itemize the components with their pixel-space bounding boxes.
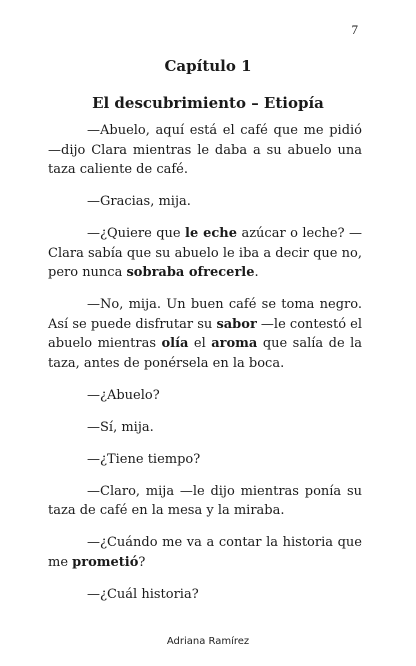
bold-term: aroma bbox=[211, 336, 258, 351]
bold-term: sobraba ofrecerle bbox=[126, 265, 255, 280]
text-run: —Claro, mija —le dijo mientras ponía su taza de café en la mesa y la miraba. bbox=[48, 483, 362, 518]
bold-term: olía bbox=[161, 336, 189, 351]
chapter-subtitle: El descubrimiento – Etiopía bbox=[92, 94, 324, 112]
paragraph bbox=[48, 585, 362, 605]
paragraph bbox=[48, 192, 362, 212]
text-run: —Gracias, mija. bbox=[87, 194, 191, 209]
text-run: . bbox=[254, 265, 259, 280]
text-run: —¿Tiene tiempo? bbox=[87, 451, 201, 467]
text-run: —¿Cuándo me va a contar la historia que me bbox=[48, 535, 362, 570]
text-run: —Sí, mija. bbox=[87, 419, 154, 435]
chapter-title: Capítulo 1 bbox=[164, 57, 252, 75]
footer-author: Adriana Ramírez bbox=[166, 636, 250, 647]
paragraph bbox=[48, 295, 362, 373]
paragraph bbox=[48, 482, 362, 521]
text-run: —No, mija. Un buen café se toma negro. Así se puede disfrutar su bbox=[48, 297, 362, 332]
text-run: —Abuelo, aquí está el café que me pidió —dijo Clara mientras le daba a su abuelo una taza caliente de café. bbox=[48, 123, 362, 177]
body-text bbox=[48, 121, 362, 617]
paragraph bbox=[48, 121, 362, 180]
text-run: —¿Cuál historia? bbox=[87, 586, 199, 602]
page-number: 7 bbox=[351, 22, 358, 37]
bold-term: sabor bbox=[216, 316, 257, 332]
bold-term: prometió bbox=[72, 554, 139, 570]
paragraph bbox=[48, 450, 362, 470]
paragraph bbox=[48, 418, 362, 438]
text-run: —¿Abuelo? bbox=[87, 387, 160, 403]
text-run: —¿Quiere que bbox=[87, 226, 186, 241]
text-run: azúcar o leche? —Clara sabía que su abuelo le iba a decir que no, pero nunca bbox=[48, 226, 362, 280]
paragraph bbox=[48, 224, 362, 283]
text-run: —le contestó el abuelo mientras bbox=[48, 316, 363, 351]
text-run: el bbox=[188, 336, 212, 351]
text-run: ? bbox=[138, 554, 146, 570]
bold-term: le eche bbox=[185, 226, 238, 241]
paragraph bbox=[48, 386, 362, 406]
text-run: que salía de la taza, antes de ponérsela en la boca. bbox=[48, 336, 362, 371]
paragraph bbox=[48, 533, 362, 572]
